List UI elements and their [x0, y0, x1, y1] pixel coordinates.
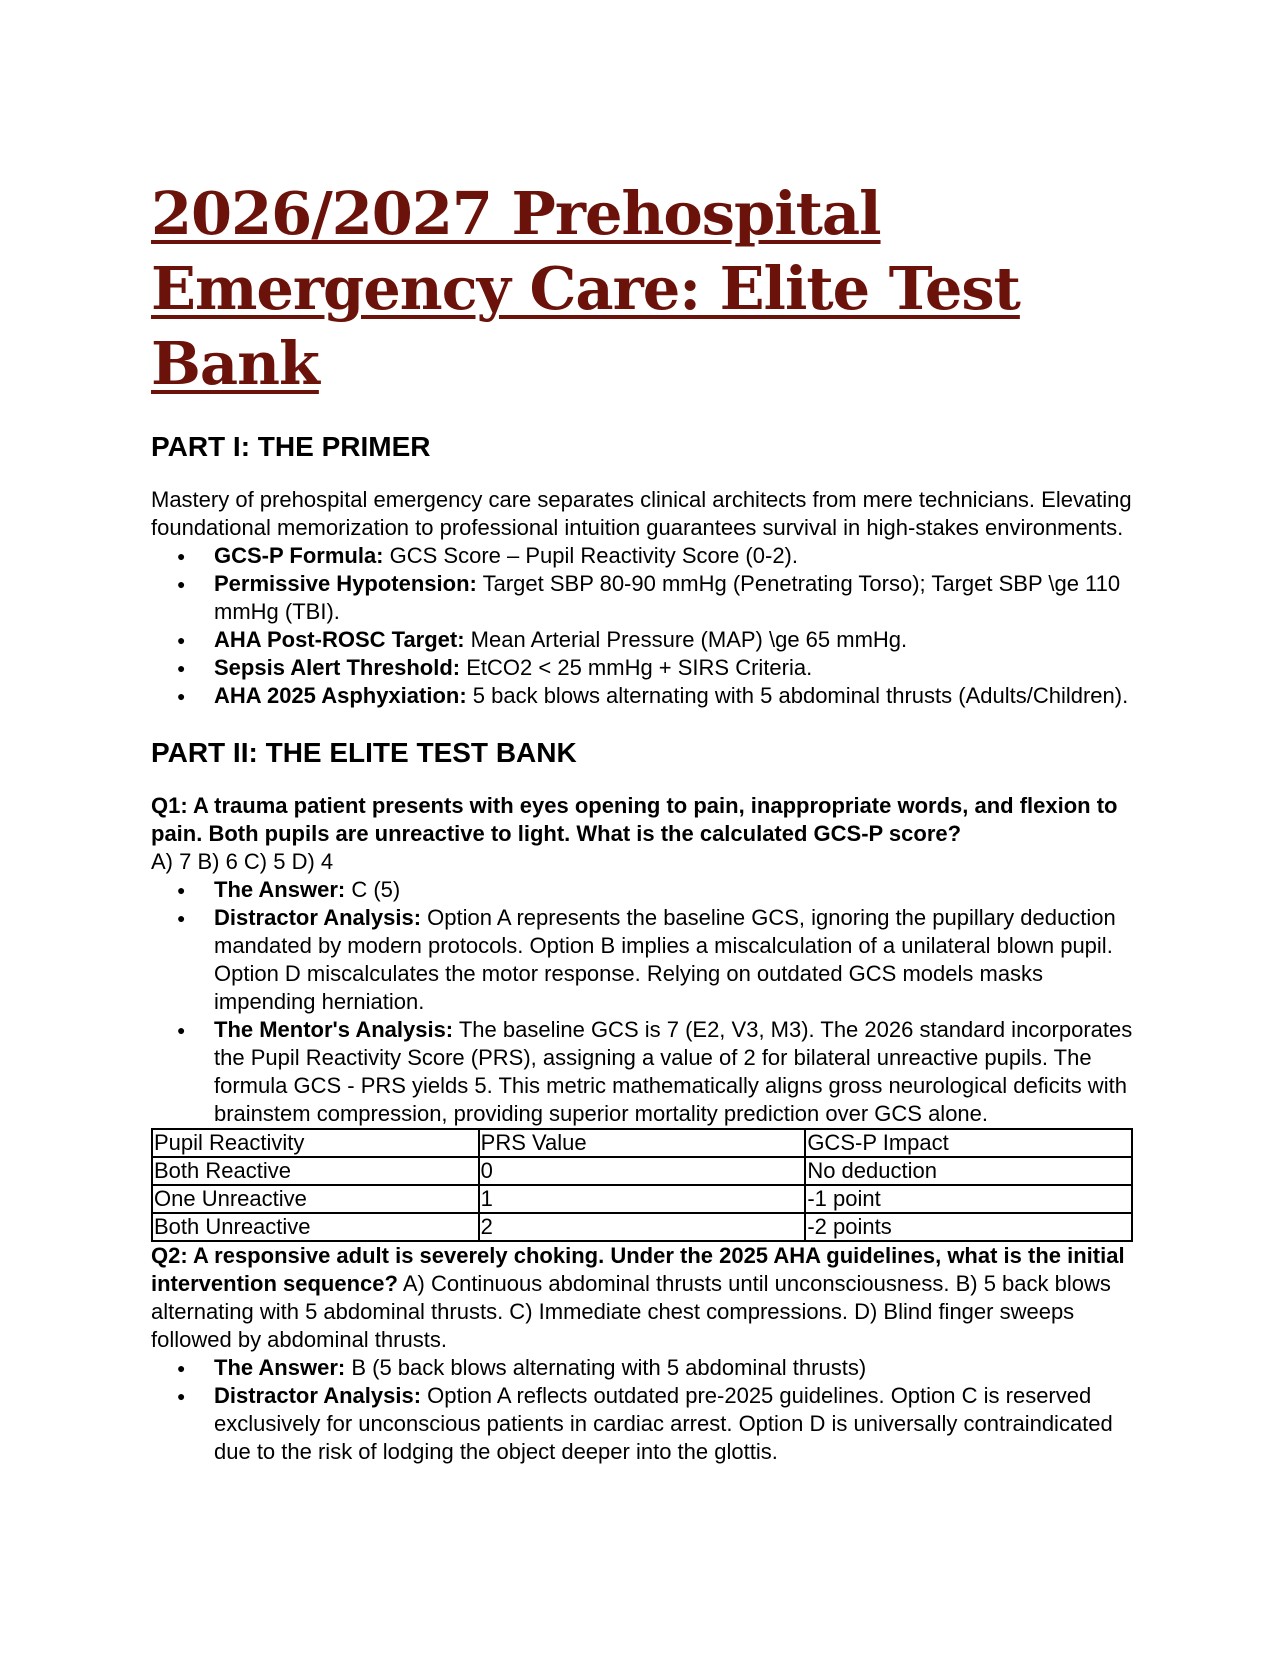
q1-answer: [151, 876, 1133, 904]
table-cell: 2: [479, 1213, 806, 1241]
q1-distractor-analysis: [151, 904, 1133, 1016]
bullet-text: Option A represents the baseline GCS, ignoring the pupillary deduction mandated by modern protocols. Option B implies a miscalculation of a unilateral blown pupil. Option D miscalculates the motor response. Relying on outdated GCS models masks impending herniation.: [214, 905, 1116, 1014]
bullet-text: 5 back blows alternating with 5 abdominal thrusts (Adults/Children).: [466, 683, 1129, 708]
bullet-label: Distractor Analysis:: [214, 905, 422, 930]
q1-options: A) 7 B) 6 C) 5 D) 4: [151, 849, 334, 874]
bullet-text: Target SBP 80-90 mmHg (Penetrating Torso); Target SBP \ge 110 mmHg (TBI).: [214, 571, 1121, 624]
table-row: [152, 1185, 1132, 1213]
primer-bullet: [151, 626, 1133, 654]
q2-options: A) Continuous abdominal thrusts until unconsciousness. B) 5 back blows alternating with 5 abdominal thrusts. C) Immediate chest compressions. D) Blind finger sweeps followed by abdominal thrusts.: [151, 1271, 1111, 1352]
primer-bullet: [151, 682, 1133, 710]
part1-heading: PART I: THE PRIMER: [151, 431, 431, 462]
table-header-cell: GCS-P Impact: [805, 1129, 1132, 1157]
bullet-label: The Answer:: [214, 877, 346, 902]
bullet-text: EtCO2 < 25 mmHg + SIRS Criteria.: [460, 655, 813, 680]
title-line-2: Emergency Care: Elite Test Bank: [151, 254, 1020, 398]
table-cell: -2 points: [805, 1213, 1132, 1241]
q2-question: [151, 1242, 1133, 1354]
bullet-label: AHA Post-ROSC Target:: [214, 627, 465, 652]
part1-intro: Mastery of prehospital emergency care separates clinical architects from mere technicians. Elevating foundational memorization to professional intuition guarantees survival in high-stakes environments.: [151, 487, 1132, 540]
bullet-label: The Answer:: [214, 1355, 346, 1380]
q1-question-text: Q1: A trauma patient presents with eyes opening to pain, inappropriate words, and flexion to pain. Both pupils are unreactive to light. What is the calculated GCS-P score?: [151, 793, 1118, 846]
bullet-label: Permissive Hypotension:: [214, 571, 477, 596]
bullet-label: AHA 2025 Asphyxiation:: [214, 683, 467, 708]
q2-bullet-list: [151, 1354, 1133, 1466]
primer-bullet-list: [151, 542, 1133, 710]
bullet-label: GCS-P Formula:: [214, 543, 384, 568]
table-cell: One Unreactive: [152, 1185, 479, 1213]
primer-bullet: [151, 570, 1133, 626]
q2-answer: [151, 1354, 1133, 1382]
title-line-1: 2026/2027 Prehospital: [151, 179, 881, 248]
bullet-text: Option A reflects outdated pre-2025 guidelines. Option C is reserved exclusively for unconscious patients in cardiac arrest. Option D is universally contraindicated due to the risk of lodging the object deeper into the glottis.: [214, 1383, 1113, 1464]
bullet-text: B (5 back blows alternating with 5 abdominal thrusts): [345, 1355, 867, 1380]
bullet-label: The Mentor's Analysis:: [214, 1017, 454, 1042]
q1-bullet-list: [151, 876, 1133, 1128]
bullet-label: Sepsis Alert Threshold:: [214, 655, 461, 680]
table-row: [152, 1157, 1132, 1185]
table-cell: Both Reactive: [152, 1157, 479, 1185]
prs-table: [151, 1128, 1133, 1242]
table-cell: -1 point: [805, 1185, 1132, 1213]
q2-question-text: Q2: A responsive adult is severely choking. Under the 2025 AHA guidelines, what is the initial intervention sequence?: [151, 1243, 1125, 1296]
table-cell: No deduction: [805, 1157, 1132, 1185]
q1-mentor-analysis: [151, 1016, 1133, 1128]
table-cell: 0: [479, 1157, 806, 1185]
document-page: [151, 176, 1133, 1466]
bullet-label: Distractor Analysis:: [214, 1383, 422, 1408]
bullet-text: C (5): [345, 877, 401, 902]
primer-bullet: [151, 654, 1133, 682]
q1-question: [151, 792, 1133, 876]
bullet-text: GCS Score – Pupil Reactivity Score (0-2).: [383, 543, 798, 568]
table-header-row: [152, 1129, 1132, 1157]
part2-heading: PART II: THE ELITE TEST BANK: [151, 737, 577, 768]
document-title: [151, 176, 1133, 401]
bullet-text: Mean Arterial Pressure (MAP) \ge 65 mmHg.: [464, 627, 908, 652]
table-header-cell: Pupil Reactivity: [152, 1129, 479, 1157]
table-row: [152, 1213, 1132, 1241]
table-cell: Both Unreactive: [152, 1213, 479, 1241]
bullet-text: The baseline GCS is 7 (E2, V3, M3). The 2026 standard incorporates the Pupil Reactivity Score (PRS), assigning a value of 2 for bilateral unreactive pupils. The formula GCS - PRS yields 5. This metric mathematically aligns gross neurological deficits with brainstem compression, providing superior mortality prediction over GCS alone.: [214, 1017, 1133, 1126]
primer-bullet: [151, 542, 1133, 570]
table-cell: 1: [479, 1185, 806, 1213]
q2-distractor-analysis: [151, 1382, 1133, 1466]
table-header-cell: PRS Value: [479, 1129, 806, 1157]
